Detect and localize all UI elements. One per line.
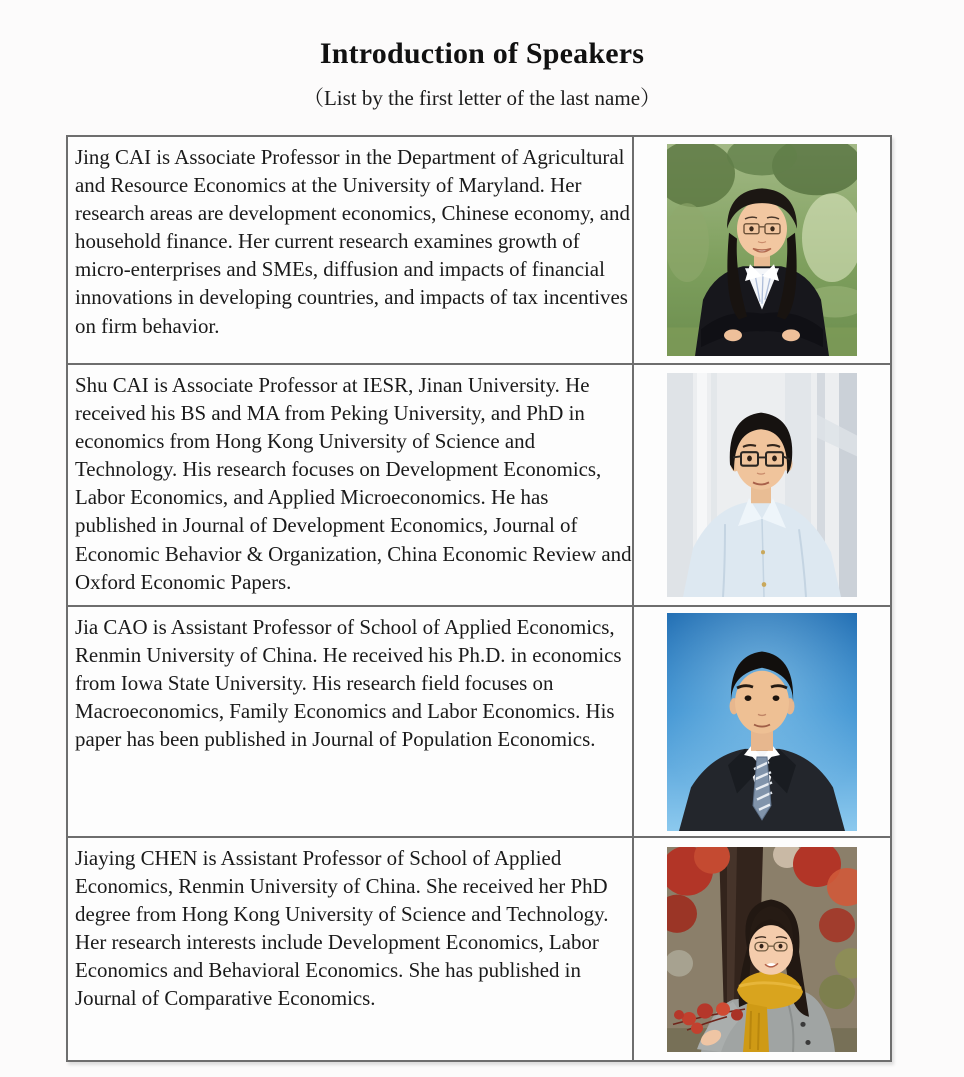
speaker-bio-jing-cai: Jing CAI is Associate Professor in the Department of Agricultural and Resource Economics at the University of Maryland. Her research areas are development economics, Chinese economy, and household finance. Her current research examines growth of micro-enterprises and SMEs, diffusion and impacts of financial innovations in developing countries, and impacts of tax incentives on firm behavior. [75,145,630,338]
speaker-photo-jing-cai [667,144,857,356]
speaker-photo-cell [634,365,890,605]
speaker-row-jiaying-chen [68,836,890,1060]
speaker-row-jia-cao [68,605,890,836]
speaker-bio-shu-cai: Shu CAI is Associate Professor at IESR, Jinan University. He received his BS and MA from Peking University, and PhD in economics from Hong Kong University of Science and Technology. His research focuses on Development Economics, Labor Economics, and Applied Microeconomics. He has published in Journal of Development Economics, Journal of Economic Behavior & Organization, China Economic Review and Oxford Economic Papers. [75,373,632,594]
speaker-photo-jiaying-chen [667,847,857,1052]
speaker-bio-jia-cao: Jia CAO is Assistant Professor of School of Applied Economics, Renmin University of China. He received his Ph.D. in economics from Iowa State University. His research field focuses on Macroeconomics, Family Economics and Labor Economics. His paper has been published in Journal of Population Economics. [75,615,622,752]
speaker-bio-jiaying-chen: Jiaying CHEN is Assistant Professor of School of Applied Economics, Renmin University of China. She received her PhD degree from Hong Kong University of Science and Technology. Her research interests include Development Economics, Labor Economics and Behavioral Economics. She has published in Journal of Comparative Economics. [75,846,609,1011]
speaker-photo-shu-cai [667,373,857,597]
speaker-photo-jia-cao [667,613,857,831]
speaker-bio-cell [68,838,634,1060]
page-title: Introduction of Speakers [319,37,645,70]
speakers-table [66,135,892,1062]
speaker-bio-cell [68,607,634,836]
speaker-bio-cell [68,365,634,605]
speaker-photo-cell [634,838,890,1060]
page-subtitle: （List by the first letter of the last name） [302,86,662,110]
speaker-bio-cell [68,137,634,363]
speaker-photo-cell [634,607,890,836]
speaker-row-jing-cai [68,137,890,363]
speaker-row-shu-cai [68,363,890,605]
speaker-photo-cell [634,137,890,363]
